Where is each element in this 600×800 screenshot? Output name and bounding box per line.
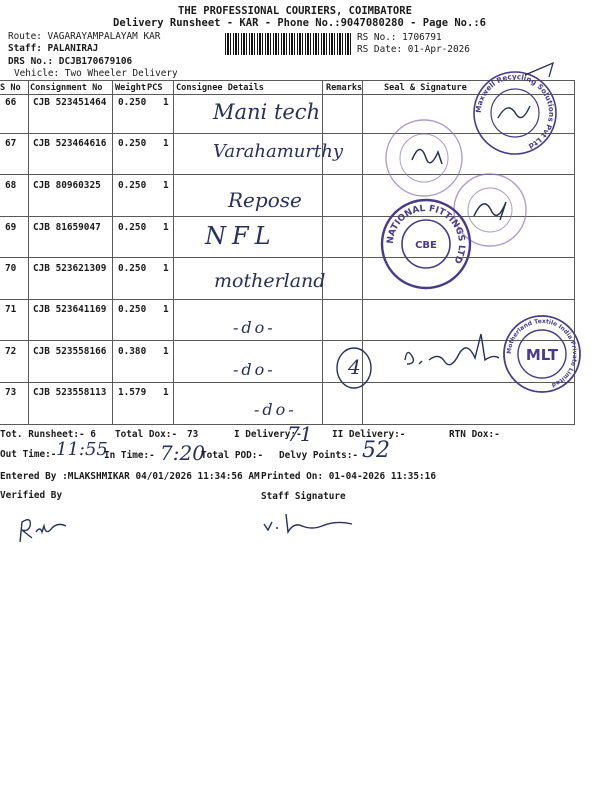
staff-signature [262,510,372,540]
row-consignment: CJB 523558166 [33,346,107,357]
verified-by-label: Verified By [0,490,63,501]
row-consignment: CJB 523641169 [33,304,107,315]
row-consignment: CJB 523621309 [33,263,107,274]
row-handwritten-consignee: motherland [214,270,326,292]
row-consignment: CJB 523451464 [33,97,107,108]
barcode [225,33,353,55]
staff-text: Staff: PALANIRAJ [8,43,99,54]
in-time-hand: 7:20 [160,441,205,465]
mlt-stamp-ring-text: Motherland Textile India Private Limited [505,317,579,389]
row-pcs: 1 [163,180,169,191]
row-consignment: CJB 523558113 [33,387,107,398]
rs-no: RS No.: 1706791 [357,32,442,43]
remarks-mark: 4 [348,355,361,379]
col-divider [112,80,113,425]
col-remarks: Remarks [326,83,363,93]
row-rule [0,257,574,258]
row-pcs: 1 [163,387,169,398]
seal-signature-scribble [395,320,515,380]
row-handwritten-consignee: Mani tech [213,100,321,124]
row-weight: 1.579 [118,387,147,398]
row-sno: 69 [5,222,17,233]
row-handwritten-consignee: -do- [233,318,276,337]
total-dox-value: 73 [187,429,199,440]
row-handwritten-consignee: NFL [205,222,277,250]
row-consignment: CJB 80960325 [33,180,101,191]
rs-date: RS Date: 01-Apr-2026 [357,44,470,55]
i-delivery-hand: 71 [287,422,313,446]
maxwell-stamp-text: Maxwell Recycling Solutions Pvt Ltd [473,71,557,151]
row-pcs: 1 [163,138,169,149]
verified-signature [14,510,74,550]
row-consignment: CJB 81659047 [33,222,101,233]
row-weight: 0.250 [118,138,147,149]
row-handwritten-consignee: Repose [228,188,302,212]
delvy-points-label: Delvy Points:- [279,450,359,461]
corner-mark [520,55,560,85]
mlt-stamp-center: MLT [525,346,559,364]
staff-signature-label: Staff Signature [261,491,346,502]
row-sno: 66 [5,97,17,108]
vehicle-text: Vehicle: Two Wheeler Delivery [14,68,178,79]
col-consignment: Consignment No [30,83,103,93]
col-sno: S No [0,83,21,93]
col-weight: Weight [115,83,147,93]
printed-on: Printed On: 01-04-2026 11:35:16 [261,471,436,482]
row-pcs: 1 [163,346,169,357]
svg-text:NATIONAL FITTINGS LTD [386,204,466,265]
delvy-points-hand: 52 [362,438,390,463]
row-sno: 67 [5,138,17,149]
route-text: Route: VAGARAYAMPALAYAM KAR [8,31,161,42]
row-pcs: 1 [163,97,169,108]
row-weight: 0.250 [118,180,147,191]
col-divider [28,80,29,425]
row-sno: 68 [5,180,17,191]
row-consignment: CJB 523464616 [33,138,107,149]
i-delivery-label: I Delivery:- [234,429,302,440]
rtn-dox-label: RTN Dox:- [449,429,500,440]
runsheet-title: Delivery Runsheet - KAR - Phone No.:9047080280 - Page No.:6 [113,17,486,29]
row-handwritten-consignee: -do- [254,400,297,419]
row-sno: 70 [5,263,17,274]
tot-runsheet: Tot. Runsheet:- 6 [0,429,96,440]
row-weight: 0.250 [118,222,147,233]
row-handwritten-consignee: -do- [233,360,276,379]
col-divider [173,80,174,425]
col-seal: Seal & Signature [384,83,467,93]
col-consignee: Consignee Details [176,83,264,93]
entered-by: Entered By :MLAKSHMIKAR 04/01/2026 11:34:56 AM [0,471,260,482]
total-dox-label: Total Dox:- [115,429,178,440]
in-time-label: In Time:- [104,450,155,461]
row-pcs: 1 [163,222,169,233]
total-pod-label: Total POD:- [201,450,264,461]
col-pcs: PCS [147,83,163,93]
row-sno: 72 [5,346,17,357]
row-rule [0,382,574,383]
row-pcs: 1 [163,304,169,315]
company-title: THE PROFESSIONAL COURIERS, COIMBATORE [178,5,412,17]
row-weight: 0.250 [118,263,147,274]
out-time-label: Out Time:- [0,449,57,460]
drs-text: DRS No.: DCJB170679106 [8,56,133,67]
national-stamp-center: CBE [415,240,437,251]
row-pcs: 1 [163,263,169,274]
row-sno: 71 [5,304,17,315]
row-rule [0,299,574,300]
row-weight: 0.250 [118,97,147,108]
row-handwritten-consignee: Varahamurthy [213,141,343,162]
out-time-hand: 11:55 [56,439,108,460]
row-weight: 0.380 [118,346,147,357]
national-fittings-stamp [378,196,474,292]
ii-delivery-label: II Delivery:- [332,429,406,440]
row-sno: 73 [5,387,17,398]
row-weight: 0.250 [118,304,147,315]
col-divider [322,80,323,425]
national-stamp-text: NATIONAL FITTINGS LTD [385,203,467,265]
